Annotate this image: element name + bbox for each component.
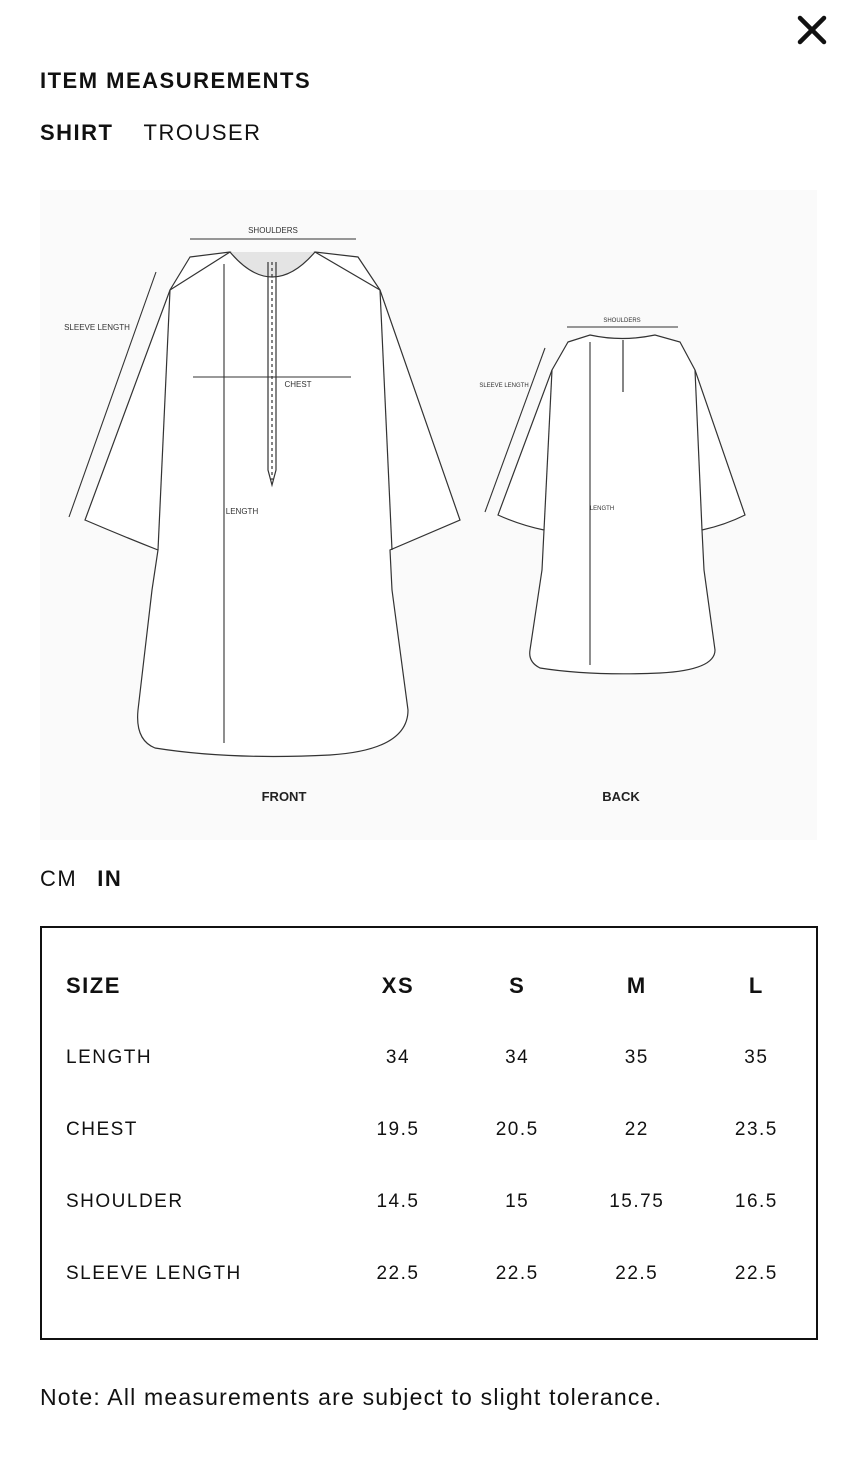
cell-value: 22.5 bbox=[495, 1263, 539, 1284]
table-row bbox=[66, 1166, 816, 1238]
back-length-label: LENGTH bbox=[589, 506, 615, 512]
unit-toggle bbox=[40, 866, 122, 892]
table-row bbox=[66, 1094, 816, 1166]
header-s: S bbox=[509, 973, 526, 998]
front-length-label: LENGTH bbox=[225, 507, 259, 516]
size-table bbox=[66, 950, 816, 1310]
cell-value: 22.5 bbox=[376, 1263, 420, 1284]
header-xs: XS bbox=[381, 973, 415, 998]
close-button[interactable] bbox=[794, 12, 830, 48]
cell-value: 14.5 bbox=[376, 1191, 420, 1212]
close-icon bbox=[794, 12, 830, 48]
cell-value: 19.5 bbox=[376, 1119, 420, 1140]
tolerance-note: Note: All measurements are subject to slight tolerance. bbox=[40, 1384, 663, 1410]
back-shoulders-label: SHOULDERS bbox=[603, 318, 641, 324]
header-size: SIZE bbox=[66, 973, 121, 998]
front-sleeve-label: SLEEVE LENGTH bbox=[64, 323, 130, 332]
table-row bbox=[66, 1238, 816, 1310]
row-label: CHEST bbox=[66, 1119, 138, 1140]
cell-value: 22.5 bbox=[615, 1263, 659, 1284]
cell-value: 15 bbox=[505, 1191, 530, 1212]
back-sleeve-label: SLEEVE LENGTH bbox=[479, 383, 529, 389]
cell-value: 22 bbox=[624, 1119, 649, 1140]
cell-value: 35 bbox=[624, 1047, 649, 1068]
row-label: SLEEVE LENGTH bbox=[66, 1263, 242, 1284]
table-header-row bbox=[66, 950, 816, 1022]
cell-value: 16.5 bbox=[734, 1191, 778, 1212]
cell-value: 20.5 bbox=[495, 1119, 539, 1140]
front-caption: FRONT bbox=[261, 789, 307, 804]
front-shoulders-label: SHOULDERS bbox=[248, 226, 298, 235]
garment-tabs bbox=[40, 120, 262, 146]
tab-trouser[interactable]: TROUSER bbox=[143, 120, 262, 145]
cell-value: 34 bbox=[385, 1047, 411, 1068]
row-label: LENGTH bbox=[66, 1047, 153, 1068]
tab-shirt[interactable]: SHIRT bbox=[40, 120, 114, 145]
page-title: ITEM MEASUREMENTS bbox=[40, 68, 312, 93]
measurement-diagram bbox=[40, 190, 817, 840]
front-chest-label: CHEST bbox=[284, 380, 312, 389]
header-l: L bbox=[748, 973, 764, 998]
header-m: M bbox=[626, 973, 647, 998]
back-caption: BACK bbox=[602, 789, 640, 804]
cell-value: 34 bbox=[505, 1047, 530, 1068]
cell-value: 22.5 bbox=[734, 1263, 778, 1284]
cell-value: 15.75 bbox=[609, 1191, 665, 1212]
size-chart bbox=[40, 926, 818, 1340]
unit-in[interactable]: IN bbox=[97, 866, 123, 891]
row-label: SHOULDER bbox=[66, 1191, 184, 1212]
cell-value: 23.5 bbox=[734, 1119, 778, 1140]
unit-cm[interactable]: CM bbox=[40, 866, 78, 891]
cell-value: 35 bbox=[744, 1047, 769, 1068]
table-row bbox=[66, 1022, 816, 1094]
